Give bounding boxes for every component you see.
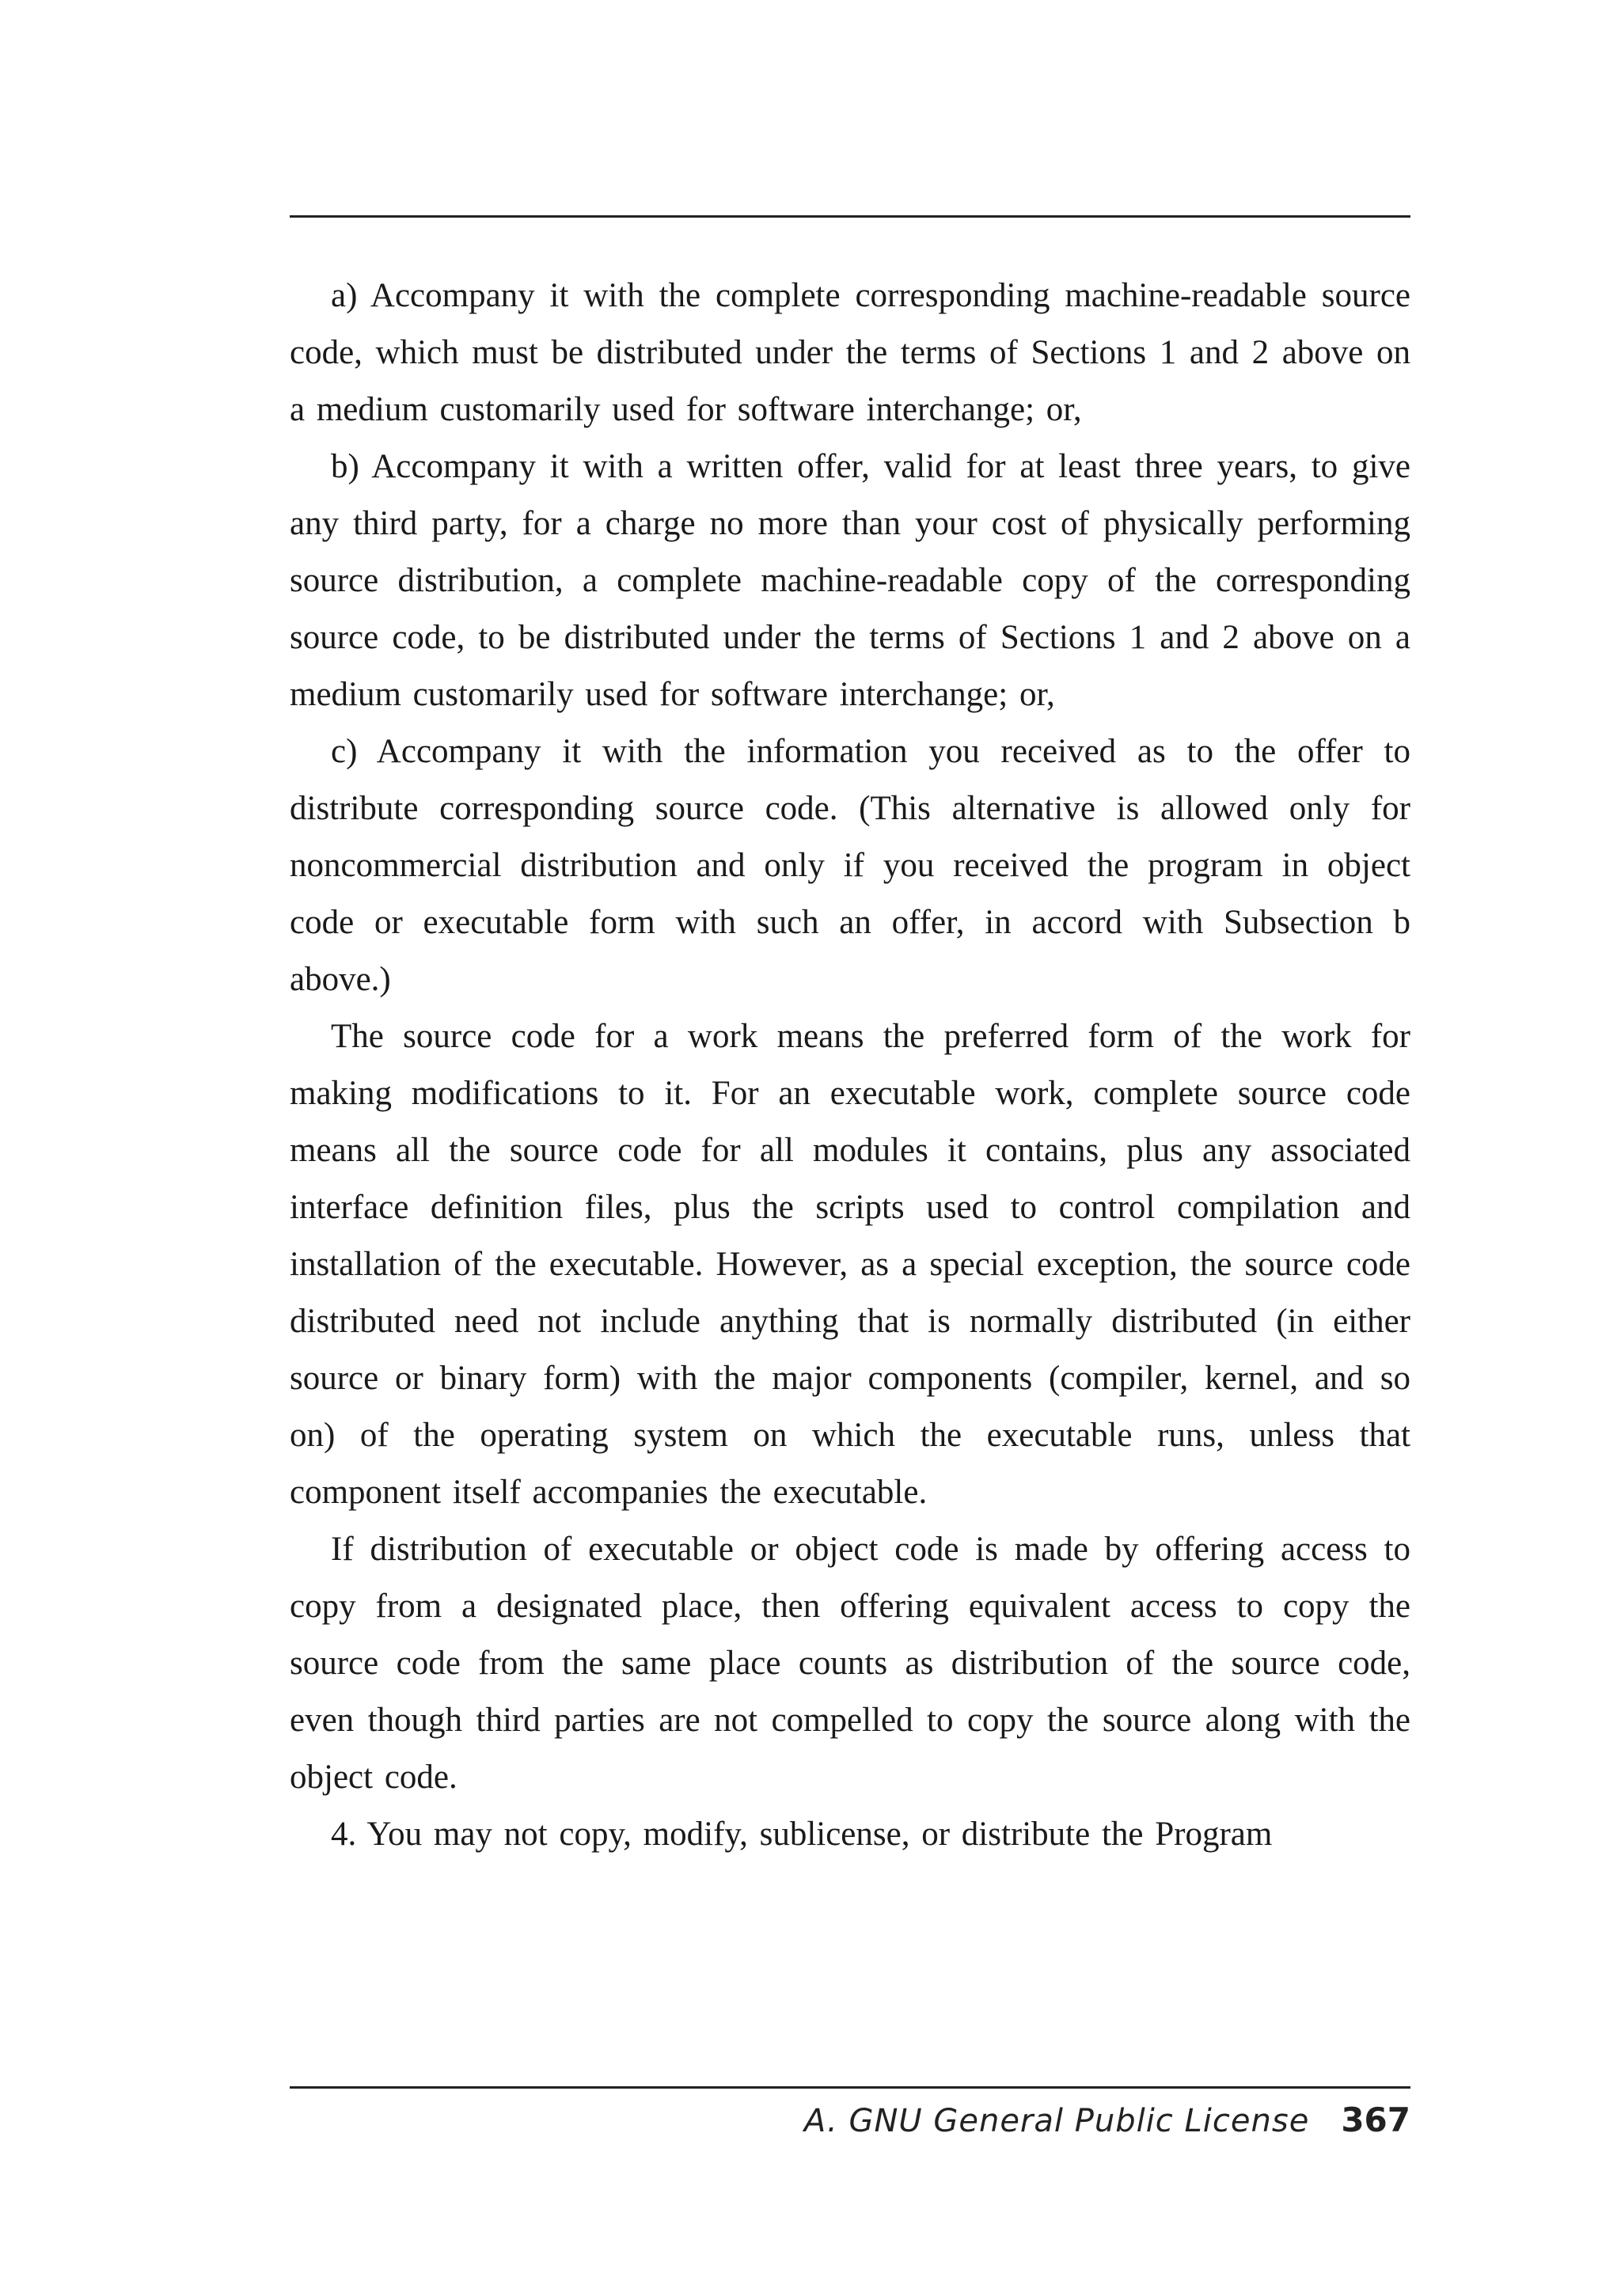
running-footer-title: A. GNU General Public License <box>803 2103 1310 2139</box>
paragraph-c: c) Accompany it with the information you received as to the offer to distribute corresponding source code. (This alternative is allowed only for noncommercial distribution and only if you received the program in object code or executable form with such an offer, in accord with Subsection b above.) <box>290 733 1410 998</box>
header-rule <box>290 215 1410 218</box>
paragraph-distribution-access: If distribution of executable or object code is made by offering access to copy from a designated place, then offering equivalent access to copy the source code from the same place counts as distribution of the source code, even though third parties are not compelled to copy the source along with the object code. <box>290 1531 1410 1796</box>
paragraph-b: b) Accompany it with a written offer, valid for at least three years, to give any third party, for a charge no more than your cost of physically performing source distribution, a complete machine-readable copy of the corresponding source code, to be distributed under the terms of Sections 1 and 2 above on a medium customarily used for software interchange; or, <box>290 448 1410 713</box>
paragraph-source-code-definition: The source code for a work means the preferred form of the work for making modifications to it. For an executable work, complete source code means all the source code for all modules it contains, plus any associated interface definition files, plus the scripts used to control compilation and installation of the executable. However, as a special exception, the source code distributed need not include anything that is normally distributed (in either source or binary form) with the major components (compiler, kernel, and so on) of the operating system on which the executable runs, unless that component itself accompanies the executable. <box>290 1018 1410 1511</box>
paragraph-section-4: 4. You may not copy, modify, sublicense, or distribute the Program <box>331 1816 1273 1853</box>
page-number: 367 <box>1341 2101 1410 2139</box>
page-footer <box>804 2101 1410 2148</box>
footer-rule <box>290 2086 1410 2089</box>
page-body <box>290 268 1410 1863</box>
paragraph-a: a) Accompany it with the complete corresponding machine-readable source code, which must be distributed under the terms of Sections 1 and 2 above on a medium customarily used for software interchange; or, <box>290 277 1410 428</box>
